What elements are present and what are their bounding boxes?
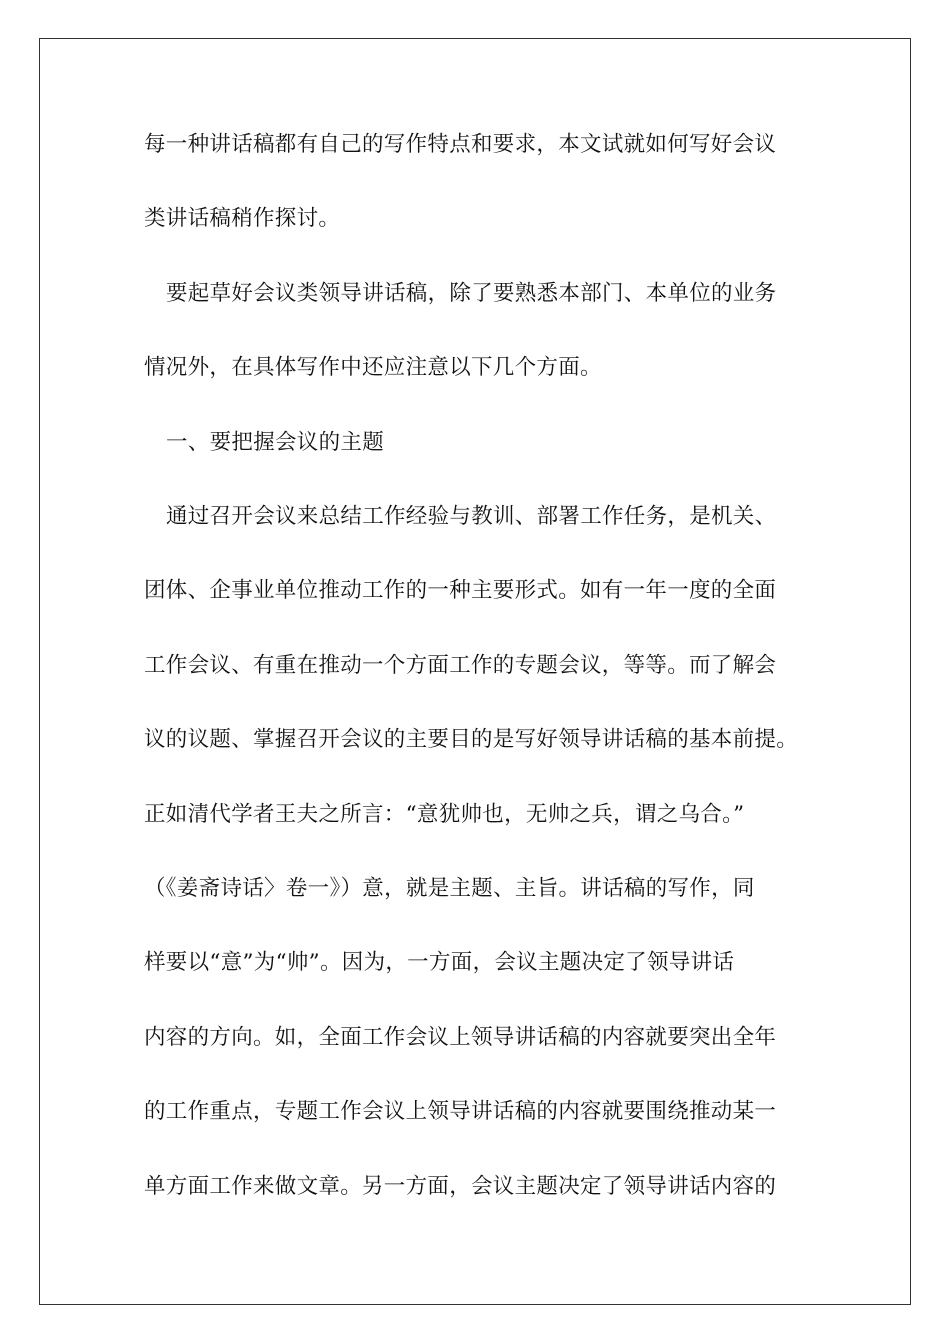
text-line-1: 每一种讲话稿都有自己的写作特点和要求，本文试就如何写好会议: [144, 132, 777, 157]
text-line-8: 工作会议、有重在推动一个方面工作的专题会议，等等。而了解会: [144, 653, 777, 678]
text-line-7: 团体、企事业单位推动工作的一种主要形式。如有一年一度的全面: [144, 578, 777, 603]
text-line-9: 议的议题、掌握召开会议的主要目的是写好领导讲话稿的基本前提。: [144, 727, 799, 752]
section-heading: 一、要把握会议的主题: [166, 430, 385, 455]
text-line-11: （《姜斋诗话〉卷一》）意，就是主题、主旨。讲话稿的写作，同: [144, 876, 755, 901]
text-line-10: 正如清代学者王夫之所言：“意犹帅也，无帅之兵，谓之乌合。”: [144, 802, 745, 827]
text-line-2: 类讲话稿稍作探讨。: [144, 206, 341, 231]
text-line-15: 单方面工作来做文章。另一方面，会议主题决定了领导讲话内容的: [144, 1174, 777, 1199]
text-line-14: 的工作重点，专题工作会议上领导讲话稿的内容就要围绕推动某一: [144, 1099, 777, 1124]
text-line-13: 内容的方向。如，全面工作会议上领导讲话稿的内容就要突出全年: [144, 1025, 777, 1050]
text-line-4: 情况外，在具体写作中还应注意以下几个方面。: [144, 355, 602, 380]
text-line-6: 通过召开会议来总结工作经验与教训、部署工作任务，是机关、: [166, 504, 777, 529]
text-line-12: 样要以“意”为“帅”。因为，一方面，会议主题决定了领导讲话: [144, 950, 735, 975]
text-line-3: 要起草好会议类领导讲话稿，除了要熟悉本部门、本单位的业务: [166, 281, 777, 306]
